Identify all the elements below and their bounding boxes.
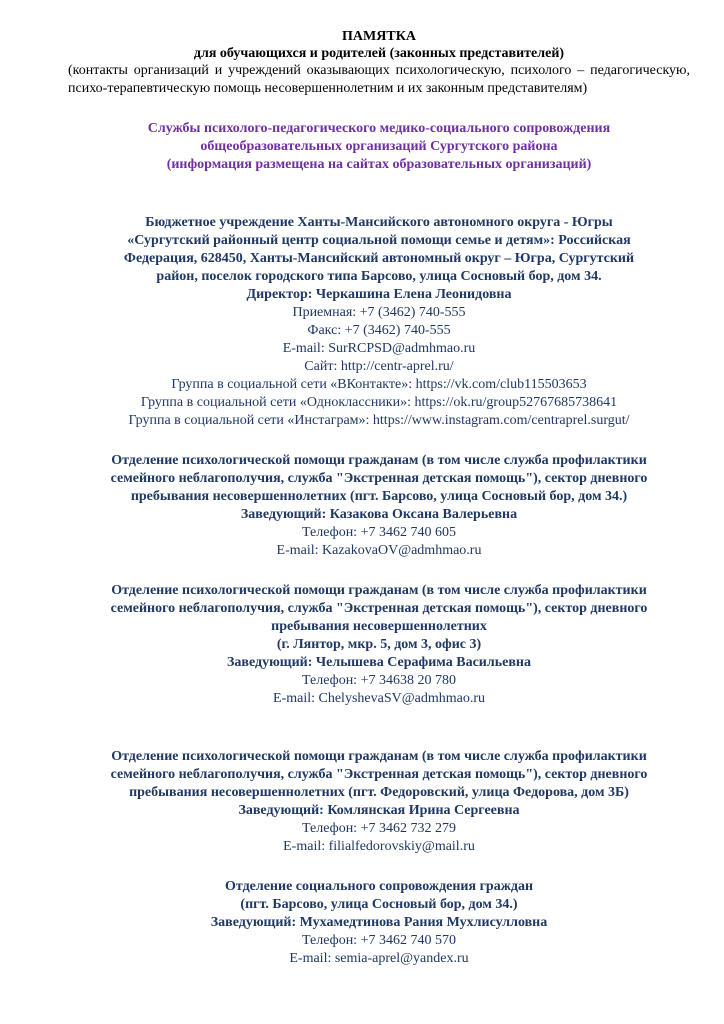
dept-phone: Телефон: +7 3462 740 605: [302, 525, 456, 540]
dept-line: семейного неблагополучия, служба "Экстренная детская помощь"), сектор дневного: [110, 767, 648, 782]
dept4-block: [68, 878, 690, 968]
doc-subtitle: для обучающихся и родителей (законных представителей): [193, 46, 565, 61]
dept-line: (пгт. Барсово, улица Сосновый бор, дом 34.): [240, 897, 518, 912]
reception-phone: Приемная: +7 (3462) 740-555: [292, 305, 466, 320]
org-line: «Сургутский районный центр социальной помощи семье и детям»: Российская: [127, 233, 631, 248]
site-link[interactable]: Сайт: http://centr-aprel.ru/: [304, 359, 454, 374]
dept-line: Отделение психологической помощи гражданам (в том числе служба профилактики: [111, 749, 647, 764]
org-line: Бюджетное учреждение Ханты-Мансийского автономного округа - Югры: [145, 215, 613, 230]
services-line: Службы психолого-педагогического медико-социального сопровождения: [147, 121, 611, 136]
dept2-block: [68, 582, 690, 708]
dept-line: Отделение психологической помощи гражданам (в том числе служба профилактики: [111, 583, 647, 598]
ok-link[interactable]: Группа в социальной сети «Одноклассники»: https://ok.ru/group52767685738641: [140, 395, 618, 410]
director: Директор: Черкашина Елена Леонидовна: [246, 287, 512, 302]
org-line: Федерация, 628450, Ханты-Мансийский автономный округ – Югра, Сургутский: [123, 251, 635, 266]
dept-line: пребывания несовершеннолетних: [271, 619, 487, 634]
dept-phone: Телефон: +7 3462 740 570: [302, 933, 456, 948]
dept-phone: Телефон: +7 34638 20 780: [302, 673, 456, 688]
email: E-mail: SurRCPSD@admhmao.ru: [282, 341, 476, 356]
dept-email: E-mail: KazakovaOV@admhmao.ru: [276, 543, 482, 558]
dept-line: пребывания несовершеннолетних (пгт. Федоровский, улица Федорова, дом 3Б): [129, 785, 629, 800]
dept-head: Заведующий: Казакова Оксана Валерьевна: [240, 507, 518, 522]
dept1-block: [68, 452, 690, 560]
dept-phone: Телефон: +7 3462 732 279: [302, 821, 456, 836]
dept-head: Заведующий: Мухамедтинова Рания Мухлисулловна: [210, 915, 548, 930]
services-line: (информация размещена на сайтах образовательных организаций): [166, 157, 592, 172]
dept-line: (г. Лянтор, мкр. 5, дом 3, офис 3): [276, 637, 482, 652]
services-line: общеобразовательных организаций Сургутского района: [200, 139, 558, 154]
dept-line: Отделение психологической помощи гражданам (в том числе служба профилактики: [111, 453, 647, 468]
dept-line: пребывания несовершеннолетних (пгт. Барсово, улица Сосновый бор, дом 34.): [130, 489, 628, 504]
services-heading: [68, 120, 690, 174]
instagram-link[interactable]: Группа в социальной сети «Инстаграм»: https://www.instagram.com/centraprel.surgut/: [128, 413, 630, 428]
dept-email: E-mail: semia-aprel@yandex.ru: [289, 951, 469, 966]
dept-line: семейного неблагополучия, служба "Экстренная детская помощь"), сектор дневного: [110, 471, 648, 486]
dept-head: Заведующий: Челышева Серафима Васильевна: [227, 655, 531, 670]
dept-line: Отделение социального сопровождения граждан: [224, 879, 534, 894]
fax: Факс: +7 (3462) 740-555: [307, 323, 451, 338]
dept-email: E-mail: ChelyshevaSV@admhmao.ru: [273, 691, 485, 706]
vk-link[interactable]: Группа в социальной сети «ВКонтакте»: https://vk.com/club115503653: [171, 377, 587, 392]
doc-intro: (контакты организаций и учреждений оказывающих психологическую, психолого – педагогическую, психо-терапевтическую помощь несовершеннолетним и их законным представителям): [68, 63, 690, 96]
dept-head: Заведующий: Комлянская Ирина Сергеевна: [238, 803, 520, 818]
center-contact-block: [68, 214, 690, 430]
org-line: район, поселок городского типа Барсово, улица Сосновый бор, дом 34.: [156, 269, 602, 284]
dept-email: E-mail: filialfedorovskiy@mail.ru: [283, 839, 475, 854]
dept-line: семейного неблагополучия, служба "Экстренная детская помощь"), сектор дневного: [110, 601, 648, 616]
dept3-block: [68, 748, 690, 856]
doc-title: ПАМЯТКА: [342, 29, 416, 44]
